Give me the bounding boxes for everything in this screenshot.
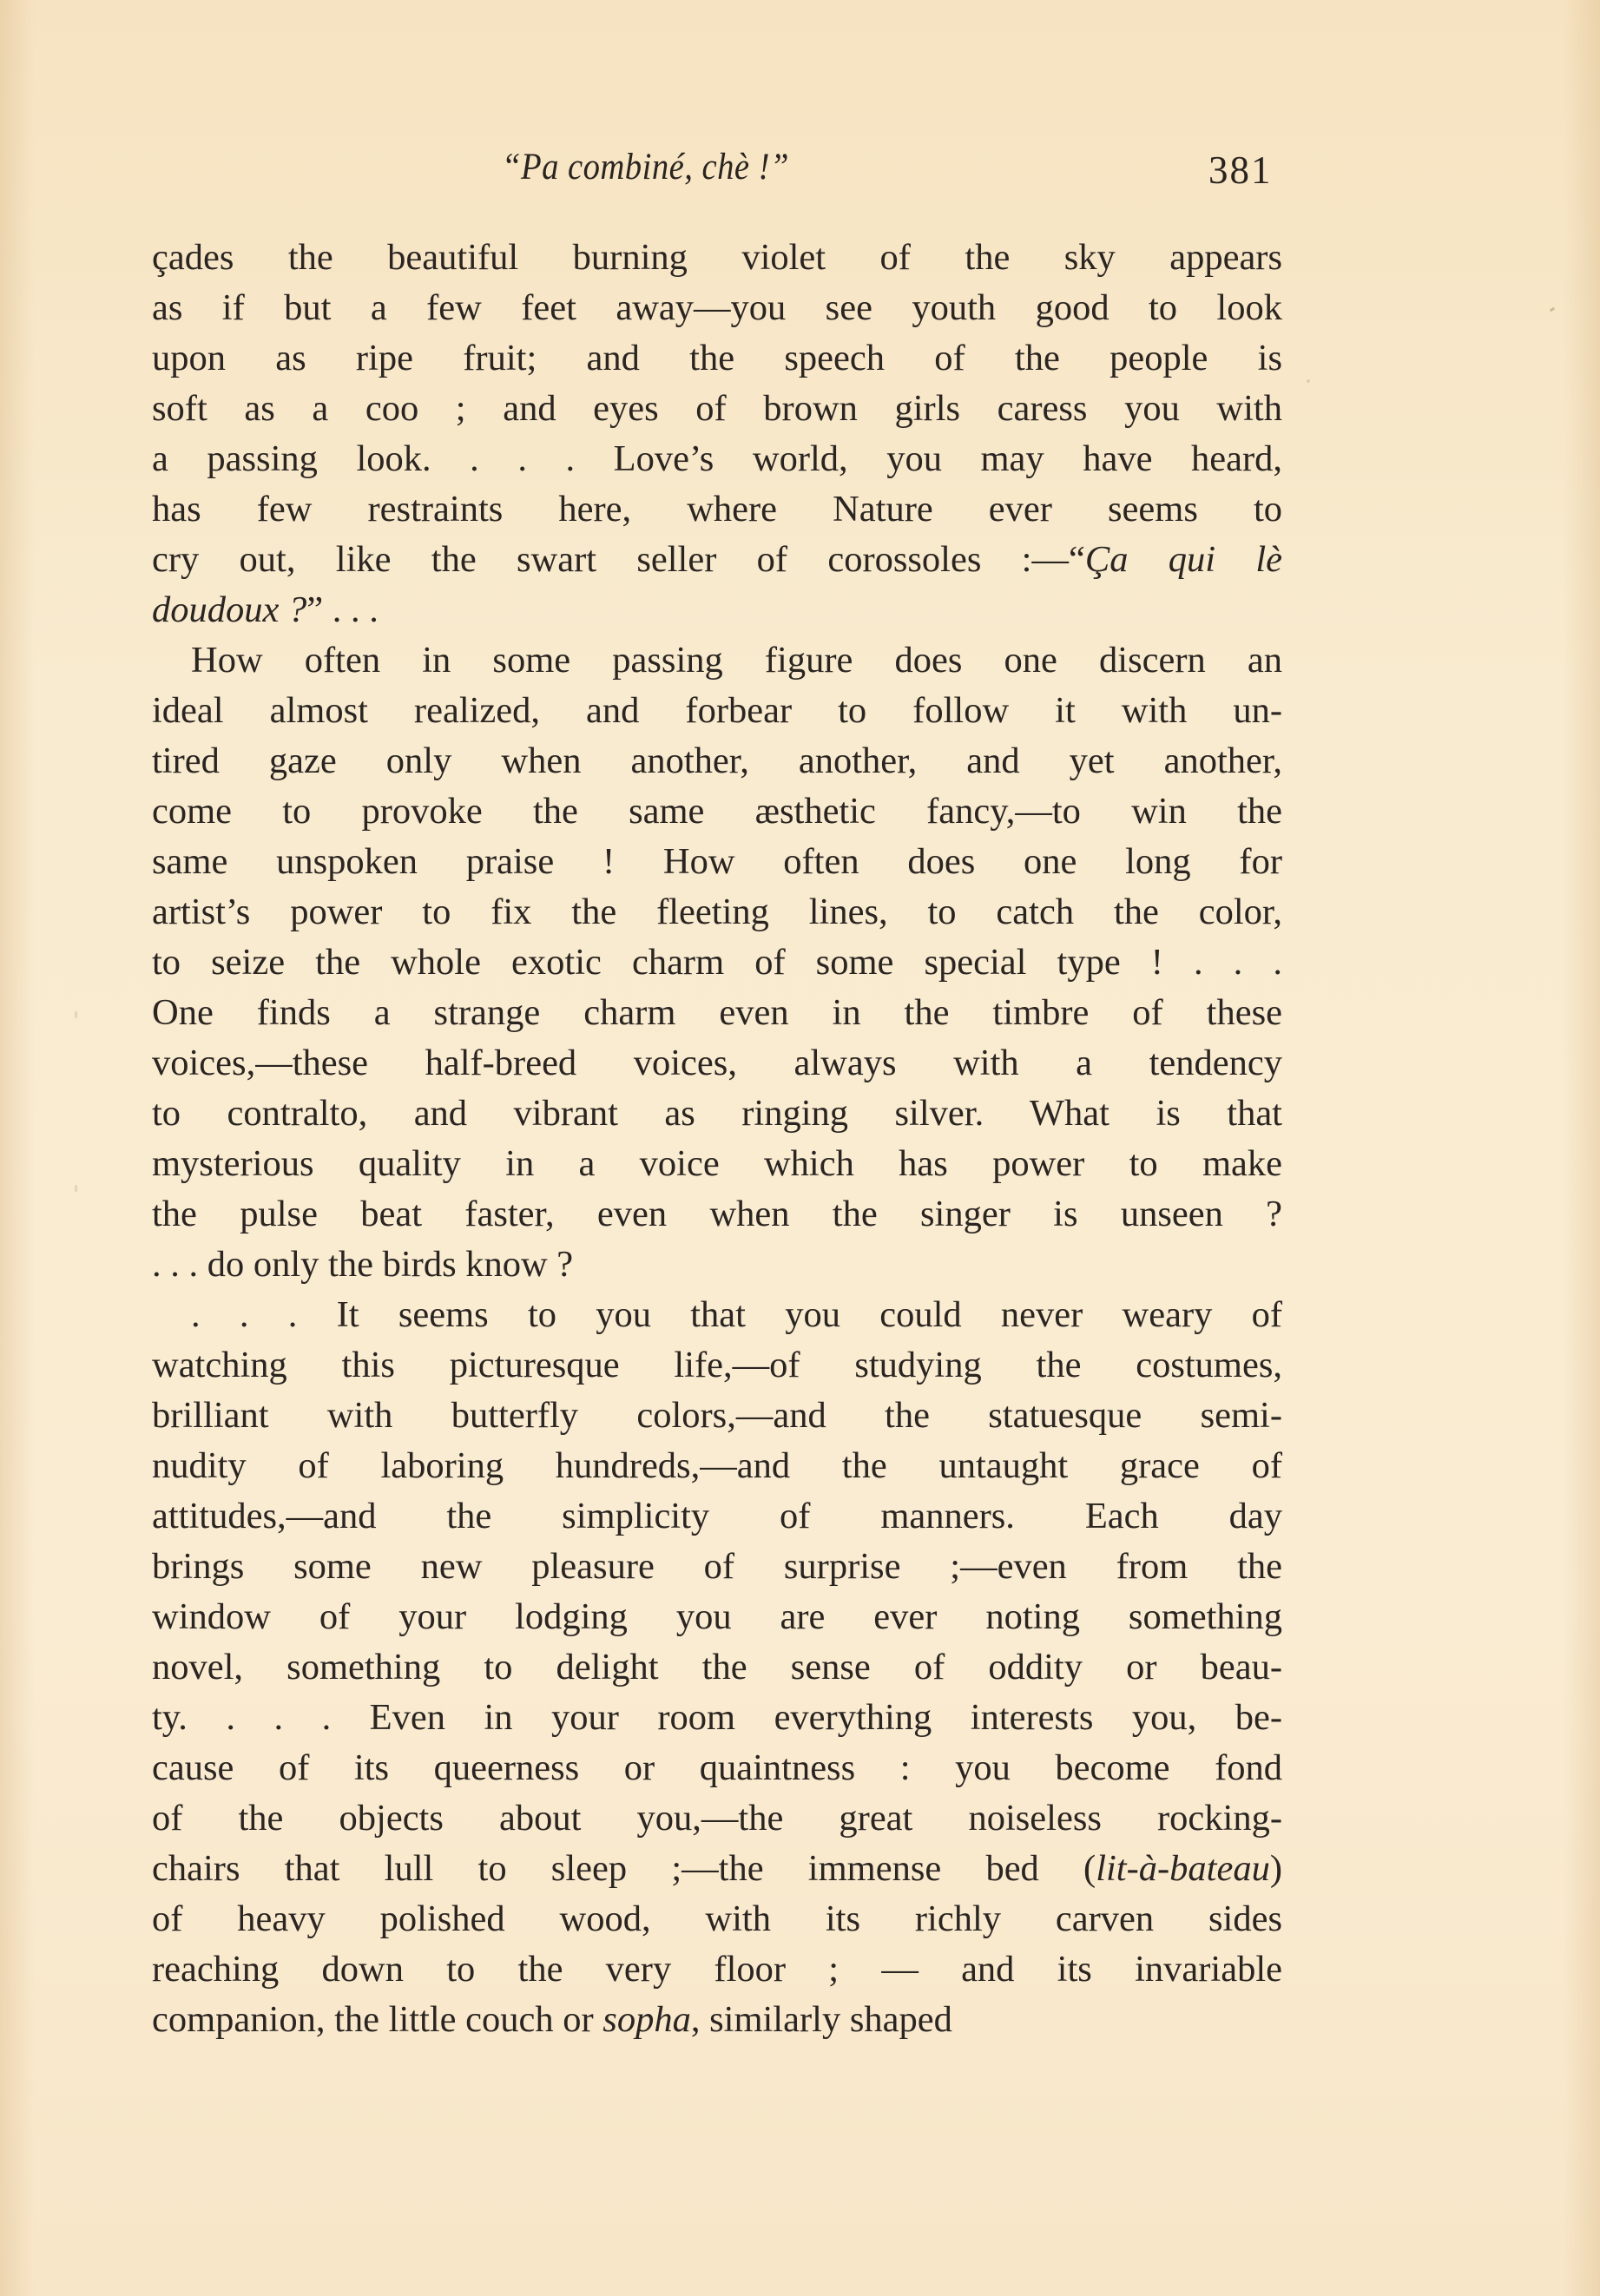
- text-line: attitudes,—and the simplicity of manners. Each day: [152, 1496, 1282, 1536]
- scan-speck: [1307, 379, 1310, 383]
- page-number: 381: [1208, 148, 1273, 192]
- text-line: ideal almost realized, and forbear to follow it with un-: [152, 690, 1282, 731]
- text-line: the pulse beat faster, even when the singer is unseen ?: [152, 1194, 1282, 1234]
- text-line: How often in some passing figure does one discern an: [191, 640, 1282, 681]
- text-line: come to provoke the same æsthetic fancy,—to win the: [152, 791, 1282, 832]
- text-line: ty. . . . Even in your room everything interests you, be-: [152, 1697, 1282, 1738]
- italic-foreign-term: Ça qui lè: [1084, 539, 1283, 580]
- text-line: [152, 585, 1282, 635]
- text-line: window of your lodging you are ever noting something: [152, 1596, 1282, 1637]
- body-text: [152, 233, 1282, 2045]
- text-line: cause of its queerness or quaintness : you become fond: [152, 1747, 1282, 1788]
- text-line: novel, something to delight the sense of oddity or beau-: [152, 1647, 1282, 1687]
- text-line: tired gaze only when another, another, and yet another,: [152, 740, 1282, 781]
- scan-speck: [75, 1011, 77, 1018]
- text-line: watching this picturesque life,—of studying the costumes,: [152, 1345, 1282, 1385]
- text-line: brings some new pleasure of surprise ;—even from the: [152, 1546, 1282, 1587]
- text-line: . . . do only the birds know ?: [152, 1244, 574, 1285]
- text-line: [152, 535, 1282, 585]
- text-line: reaching down to the very floor ; — and its invariable: [152, 1949, 1282, 1990]
- italic-foreign-term: sopha: [602, 1999, 691, 2040]
- text-line: mysterious quality in a voice which has power to make: [152, 1143, 1282, 1184]
- text-line: to seize the whole exotic charm of some special type ! . . .: [152, 942, 1282, 983]
- text-line: [152, 1995, 1282, 2045]
- text-line: of the objects about you,—the great noiseless rocking-: [152, 1798, 1282, 1839]
- text-line: artist’s power to fix the fleeting lines, to catch the color,: [152, 891, 1282, 932]
- italic-foreign-term: lit-à-bateau: [1096, 1848, 1270, 1889]
- text-run: companion, the little couch or: [152, 1999, 603, 2040]
- text-line: One finds a strange charm even in the timbre of these: [152, 992, 1282, 1033]
- text-line: nudity of laboring hundreds,—and the untaught grace of: [152, 1445, 1282, 1486]
- paragraph-how-often: [152, 635, 1282, 1290]
- text-run: chairs that lull to sleep ;—the immense bed (: [152, 1848, 1096, 1889]
- text-line: a passing look. . . . Love’s world, you may have heard,: [152, 438, 1282, 479]
- running-title: “Pa combiné, chè !”: [502, 147, 789, 187]
- text-run: ): [1269, 1848, 1282, 1889]
- italic-foreign-term: doudoux ?: [152, 589, 307, 630]
- scan-speck: [1550, 307, 1556, 312]
- text-run: cry out, like the swart seller of corossoles :—“: [152, 539, 1085, 580]
- text-line: soft as a coo ; and eyes of brown girls caress you with: [152, 388, 1282, 429]
- text-line: same unspoken praise ! How often does one long for: [152, 841, 1282, 882]
- text-run: ” . . .: [306, 589, 379, 630]
- text-line: çades the beautiful burning violet of the sky appears: [152, 237, 1282, 278]
- text-line: voices,—these half-breed voices, always with a tendency: [152, 1043, 1282, 1083]
- text-line: of heavy polished wood, with its richly carven sides: [152, 1898, 1282, 1939]
- paragraph-it-seems: [152, 1290, 1282, 2045]
- text-line: brilliant with butterfly colors,—and the statuesque semi-: [152, 1395, 1282, 1436]
- text-line: . . . It seems to you that you could never weary of: [191, 1294, 1282, 1335]
- text-line: to contralto, and vibrant as ringing silver. What is that: [152, 1093, 1282, 1134]
- text-line: as if but a few feet away—you see youth good to look: [152, 287, 1282, 328]
- text-line: [152, 1844, 1282, 1894]
- text-line: has few restraints here, where Nature ever seems to: [152, 489, 1282, 530]
- text-line: upon as ripe fruit; and the speech of the people is: [152, 338, 1282, 378]
- scan-speck: [75, 1185, 77, 1192]
- text-run: , similarly shaped: [690, 1999, 952, 2040]
- paragraph-continuation: [152, 233, 1282, 635]
- running-head: [0, 146, 1600, 207]
